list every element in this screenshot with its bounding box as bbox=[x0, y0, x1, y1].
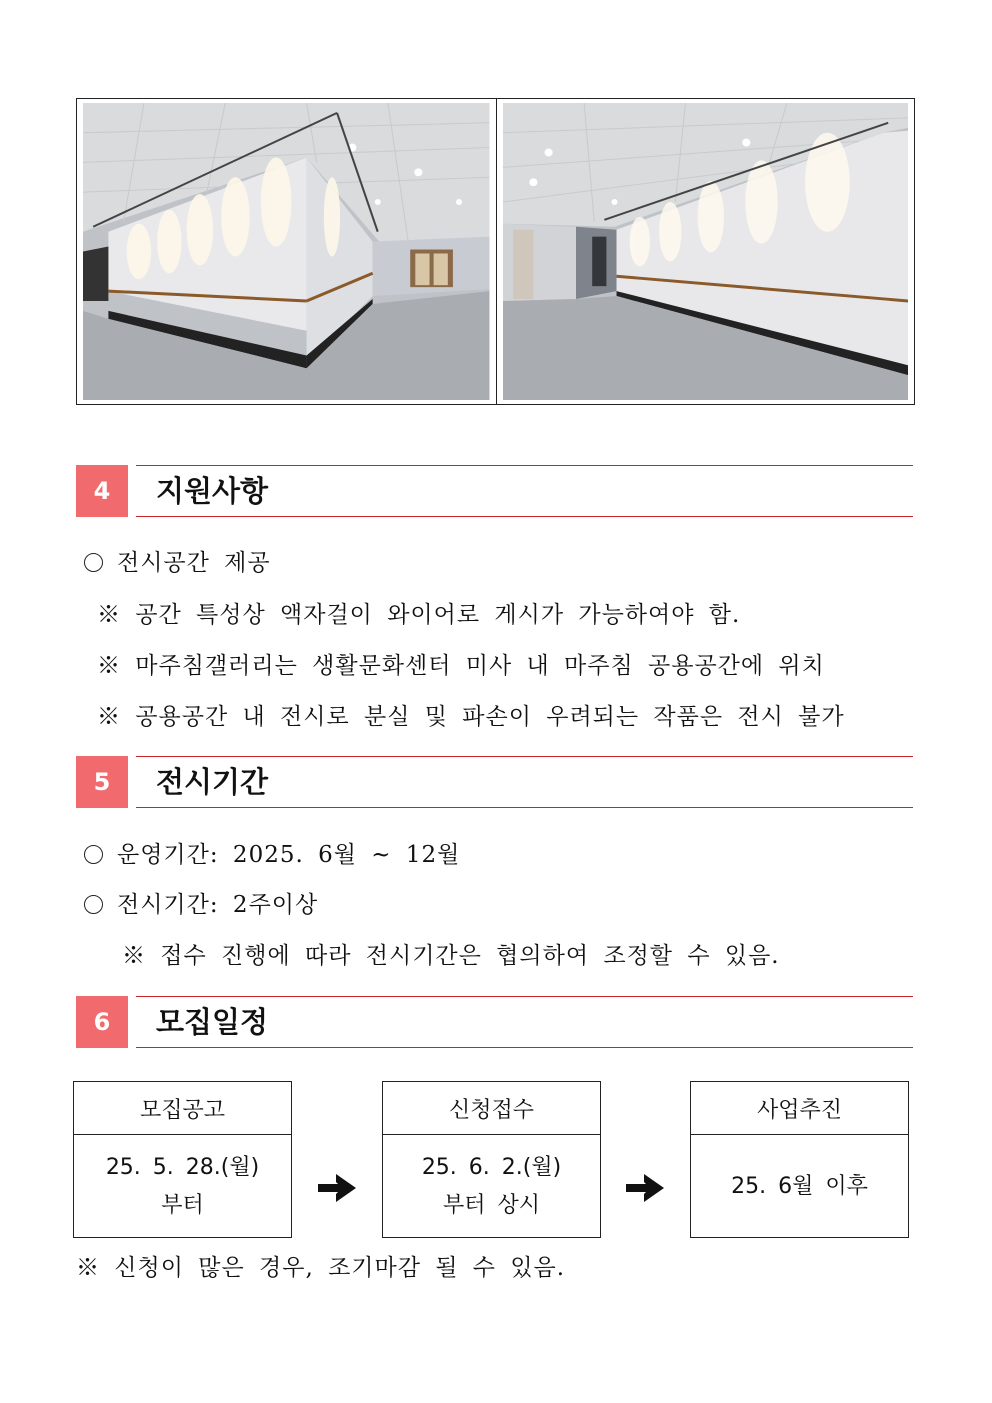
step-body bbox=[691, 1135, 908, 1238]
period-item-operation bbox=[84, 836, 460, 869]
step-date-suffix: 부터 상시 bbox=[442, 1192, 540, 1218]
step-body bbox=[383, 1135, 600, 1238]
arrow-right-icon bbox=[624, 1172, 666, 1204]
circle-bullet-icon bbox=[84, 845, 103, 864]
section-title: 전시기간 bbox=[156, 765, 269, 799]
section-number: 4 bbox=[76, 465, 128, 517]
gallery-photo-right bbox=[503, 103, 909, 400]
section-4-header bbox=[76, 465, 913, 517]
section-rule-bottom bbox=[136, 807, 913, 808]
section-5-header bbox=[76, 756, 913, 808]
schedule-step-application bbox=[382, 1081, 601, 1238]
schedule-step-project bbox=[690, 1081, 909, 1238]
section-title: 모집일정 bbox=[156, 1005, 269, 1039]
step-title: 사업추진 bbox=[691, 1082, 908, 1135]
period-note: ※ 접수 진행에 따라 전시기간은 협의하여 조정할 수 있음. bbox=[122, 943, 780, 969]
section-6-header bbox=[76, 996, 913, 1048]
step-date: 25. 6월 이후 bbox=[731, 1173, 868, 1199]
step-date: 25. 6. 2.(월) bbox=[421, 1154, 562, 1180]
photo-cell-left bbox=[77, 99, 496, 404]
step-date: 25. 5. 28.(월) bbox=[105, 1154, 260, 1180]
photo-cell-right bbox=[496, 99, 915, 404]
arrow-right-icon bbox=[316, 1172, 358, 1204]
section-number: 5 bbox=[76, 756, 128, 808]
section-rule-bottom bbox=[136, 516, 913, 517]
operation-period-text: 운영기간: 2025. 6월 ~ 12월 bbox=[117, 842, 461, 868]
step-date-suffix: 부터 bbox=[161, 1192, 204, 1218]
exhibition-period-text: 전시기간: 2주이상 bbox=[117, 892, 319, 918]
section-rule-bottom bbox=[136, 1047, 913, 1048]
step-title: 신청접수 bbox=[383, 1082, 600, 1135]
section-title: 지원사항 bbox=[156, 474, 269, 508]
period-item-exhibition bbox=[84, 886, 318, 919]
gallery-photo-left bbox=[83, 103, 490, 400]
step-title: 모집공고 bbox=[74, 1082, 291, 1135]
step-body bbox=[74, 1135, 291, 1238]
support-item bbox=[84, 544, 271, 577]
section-number: 6 bbox=[76, 996, 128, 1048]
circle-bullet-icon bbox=[84, 553, 103, 572]
gallery-photos bbox=[76, 98, 915, 405]
schedule-step-announcement bbox=[73, 1081, 292, 1238]
support-note-1: ※ 공간 특성상 액자걸이 와이어로 게시가 가능하여야 함. bbox=[97, 602, 741, 628]
support-item-text: 전시공간 제공 bbox=[117, 550, 271, 576]
circle-bullet-icon bbox=[84, 895, 103, 914]
support-note-2: ※ 마주침갤러리는 생활문화센터 미사 내 마주침 공용공간에 위치 bbox=[97, 653, 825, 679]
schedule-footnote: ※ 신청이 많은 경우, 조기마감 될 수 있음. bbox=[76, 1255, 566, 1281]
support-note-3: ※ 공용공간 내 전시로 분실 및 파손이 우려되는 작품은 전시 불가 bbox=[97, 704, 845, 730]
